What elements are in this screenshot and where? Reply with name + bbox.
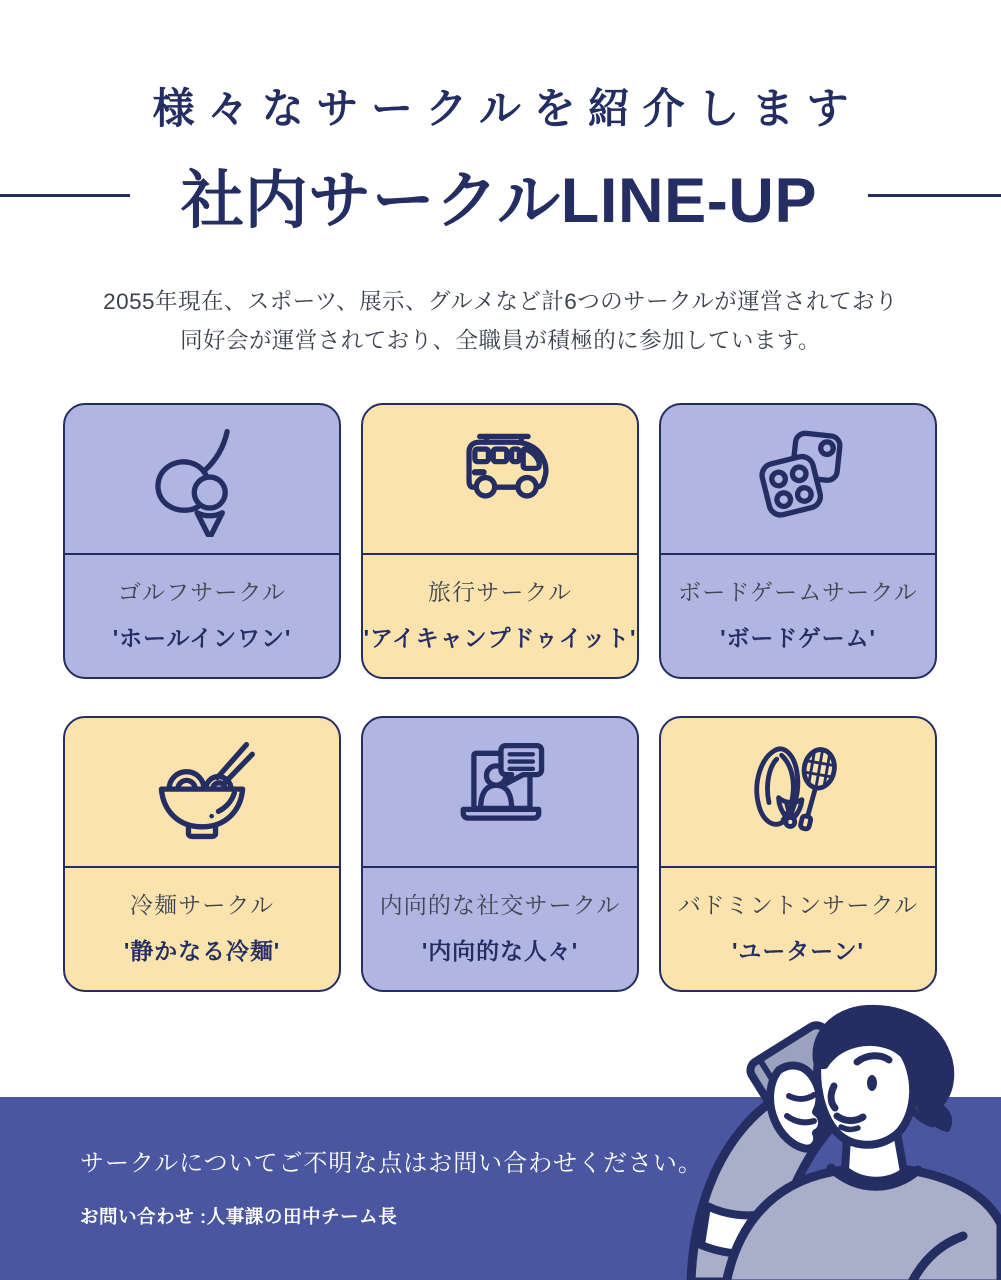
card-text <box>661 868 935 990</box>
poster-subtitle: 様々なサークルを紹介します <box>152 85 862 132</box>
circle-name: ボードゲームサークル <box>678 578 918 605</box>
circle-nickname: '静かなる冷麺' <box>123 937 281 964</box>
title-line-left <box>0 194 130 197</box>
card-text <box>363 555 637 677</box>
card-boardgame-circle <box>659 403 937 679</box>
circle-name: 内向的な社交サークル <box>379 891 621 918</box>
dice-icon <box>661 405 935 555</box>
noodle-bowl-icon <box>65 718 339 868</box>
circle-nickname: 'ユーターン' <box>732 937 864 964</box>
circle-nickname: '内向的な人々' <box>421 937 579 964</box>
camper-van-icon <box>363 405 637 555</box>
description-line-1: 2055年現在、スポーツ、展示、グルメなど計6つのサークルが運営されており <box>103 289 898 314</box>
card-travel-circle <box>361 403 639 679</box>
card-text <box>661 555 935 677</box>
circle-nickname: 'ホールインワン' <box>112 624 292 651</box>
man-with-can-illustration <box>671 1000 1001 1280</box>
circle-name: 旅行サークル <box>427 578 573 605</box>
circle-nickname: 'ボードゲーム' <box>720 624 876 651</box>
circle-nickname: 'アイキャンプドゥイット' <box>363 624 637 651</box>
card-text <box>65 555 339 677</box>
golf-club-icon <box>65 405 339 555</box>
footer-contact: お問い合わせ :人事課の田中チーム長 <box>80 1206 398 1227</box>
title-row <box>0 150 1001 241</box>
circle-name: 冷麺サークル <box>129 891 275 918</box>
circle-name: ゴルフサークル <box>117 578 287 605</box>
video-call-icon <box>363 718 637 868</box>
footer-message: サークルについてご不明な点はお問い合わせください。 <box>80 1150 703 1177</box>
badminton-icon <box>661 718 935 868</box>
poster-title: 社内サークルLINE-UP <box>180 166 818 236</box>
poster-description <box>0 283 1001 360</box>
card-badminton-circle <box>659 716 937 992</box>
circle-name: バドミントンサークル <box>677 891 919 918</box>
card-text <box>65 868 339 990</box>
card-introvert-circle <box>361 716 639 992</box>
title-line-right <box>868 194 1001 197</box>
card-text <box>363 868 637 990</box>
card-golf-circle <box>63 403 341 679</box>
card-noodle-circle <box>63 716 341 992</box>
circle-cards-grid <box>63 403 938 992</box>
description-line-2: 同好会が運営されており、全職員が積極的に参加しています。 <box>180 327 821 353</box>
